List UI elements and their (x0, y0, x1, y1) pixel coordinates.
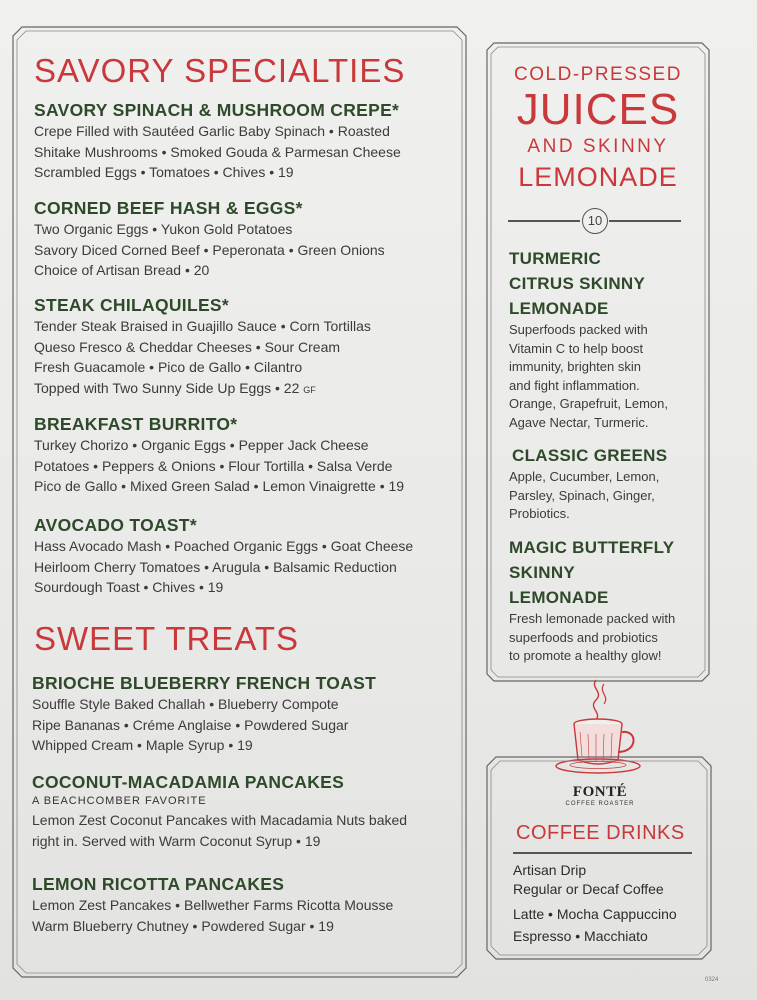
juice-item-classic-greens (509, 443, 708, 524)
juices-heading-line-1: COLD-PRESSED (514, 64, 682, 85)
juice-item-magic-butterfly (509, 535, 705, 666)
juice-desc-line: and fight inflammation. (509, 377, 640, 393)
juice-name-line: MAGIC BUTTERFLY (509, 538, 675, 557)
item-desc-line: Scrambled Eggs • Tomatoes • Chives • 19 (34, 164, 294, 180)
item-desc-line: Two Organic Eggs • Yukon Gold Potatoes (34, 221, 293, 237)
coffee-line: Latte • Mocha Cappuccino (513, 906, 677, 922)
item-name: AVOCADO TOAST* (34, 515, 198, 535)
juice-desc-line: Vitamin C to help boost (509, 340, 644, 356)
coffee-section-title: COFFEE DRINKS (516, 822, 685, 844)
item-desc-line: Warm Blueberry Chutney • Powdered Sugar • 19 (32, 917, 334, 934)
item-desc-line: Sourdough Toast • Chives • 19 (34, 579, 224, 595)
juices-heading-line-2: JUICES (516, 85, 680, 134)
item-name: CORNED BEEF HASH & EGGS* (34, 198, 303, 218)
menu-item-spinach-crepe (34, 99, 454, 183)
menu-item-steak-chilaquiles (34, 294, 454, 400)
juice-name-line: LEMONADE (509, 588, 609, 607)
coffee-title-rule (513, 852, 692, 854)
item-desc-line: Potatoes • Peppers & Onions • Flour Tortilla • Salsa Verde (34, 457, 393, 474)
juice-desc-line: Agave Nectar, Turmeric. (509, 414, 649, 430)
item-desc-line: Fresh Guacamole • Pico de Gallo • Cilantro (34, 359, 303, 375)
juice-desc-line: to promote a healthy glow! (509, 648, 662, 663)
item-desc-line: right in. Served with Warm Coconut Syrup • 19 (32, 832, 321, 849)
juice-desc-line: Fresh lemonade packed with (509, 611, 676, 626)
print-code: 0324 (705, 977, 719, 983)
item-desc-line: Ripe Bananas • Créme Anglaise • Powdered Sugar (32, 716, 349, 733)
brand-name: FONTÉ (572, 784, 628, 800)
item-desc-line: Souffle Style Baked Challah • Blueberry Compote (32, 696, 339, 712)
juice-name-line: CLASSIC GREENS (512, 446, 668, 465)
item-subtitle: A BEACHCOMBER FAVORITE (32, 795, 207, 807)
juice-name-line: SKINNY (509, 563, 576, 582)
juice-name-line: LEMONADE (509, 299, 609, 318)
item-name: STEAK CHILAQUILES* (34, 295, 229, 315)
coffee-line: Regular or Decaf Coffee (513, 881, 664, 897)
coffee-line: Espresso • Macchiato (513, 928, 648, 944)
item-desc-line: Tender Steak Braised in Guajillo Sauce • Corn Tortillas (34, 318, 371, 334)
item-name: BREAKFAST BURRITO* (34, 414, 238, 434)
savory-section-title: SAVORY SPECIALTIES (34, 52, 406, 89)
juice-desc-line: Parsley, Spinach, Ginger, (509, 487, 655, 503)
menu-item-breakfast-burrito (34, 413, 454, 497)
price-rule-right (609, 220, 681, 222)
item-desc-line (34, 378, 454, 401)
item-desc-line: Hass Avocado Mash • Poached Organic Eggs • Goat Cheese (34, 538, 414, 554)
juice-desc-line: Probiotics. (509, 506, 570, 521)
item-desc-line: Lemon Zest Pancakes • Bellwether Farms Ricotta Mousse (32, 897, 394, 913)
juice-desc-line: Orange, Grapefruit, Lemon, (509, 396, 668, 411)
juice-item-turmeric (509, 246, 705, 432)
sweet-section-title: SWEET TREATS (34, 620, 300, 657)
juice-desc-line: Superfoods packed with (509, 322, 648, 337)
juice-desc-line: Apple, Cucumber, Lemon, (509, 469, 660, 484)
menu-item-avocado-toast (34, 514, 454, 598)
item-name: BRIOCHE BLUEBERRY FRENCH TOAST (32, 673, 377, 693)
brand-subtitle: COFFEE ROASTER (565, 801, 635, 807)
item-desc-line: Whipped Cream • Maple Syrup • 19 (32, 737, 253, 753)
item-desc-line: Crepe Filled with Sautéed Garlic Baby Spinach • Roasted (34, 123, 390, 139)
item-desc-line: Choice of Artisan Bread • 20 (34, 262, 210, 278)
menu-item-french-toast (32, 672, 452, 756)
item-name: COCONUT-MACADAMIA PANCAKES (32, 772, 345, 792)
menu-item-ricotta-pancakes (32, 873, 452, 936)
coffee-line: Artisan Drip (513, 862, 587, 878)
juices-heading-line-4: LEMONADE (518, 162, 678, 192)
item-desc-line: Lemon Zest Coconut Pancakes with Macadamia Nuts baked (32, 812, 408, 828)
menu-item-coconut-pancakes (32, 771, 452, 851)
juice-desc-line: superfoods and probiotics (509, 629, 658, 645)
item-desc-line: Savory Diced Corned Beef • Peperonata • Green Onions (34, 241, 385, 258)
item-desc-line: Shitake Mushrooms • Smoked Gouda & Parmesan Cheese (34, 143, 401, 160)
item-name: SAVORY SPINACH & MUSHROOM CREPE* (34, 100, 400, 120)
juice-name-line: CITRUS SKINNY (509, 274, 646, 293)
item-desc-text: Topped with Two Sunny Side Up Eggs • 22 (34, 379, 300, 396)
juice-desc-line: immunity, brighten skin (509, 359, 641, 374)
item-desc-line: Turkey Chorizo • Organic Eggs • Pepper Jack Cheese (34, 437, 369, 453)
item-desc-line: Queso Fresco & Cheddar Cheeses • Sour Cream (34, 338, 341, 355)
gluten-free-tag: GF (303, 384, 316, 395)
item-desc-line: Heirloom Cherry Tomatoes • Arugula • Balsamic Reduction (34, 558, 397, 575)
price-rule-left (508, 220, 580, 222)
menu-item-corned-beef (34, 197, 454, 281)
item-desc-line: Pico de Gallo • Mixed Green Salad • Lemon Vinaigrette • 19 (34, 478, 405, 494)
juices-heading-line-3: AND SKINNY (527, 136, 669, 157)
item-name: LEMON RICOTTA PANCAKES (32, 874, 285, 894)
fonte-logo (548, 784, 652, 808)
juice-price-badge: 10 (582, 208, 608, 234)
juice-name-line: TURMERIC (509, 249, 602, 268)
